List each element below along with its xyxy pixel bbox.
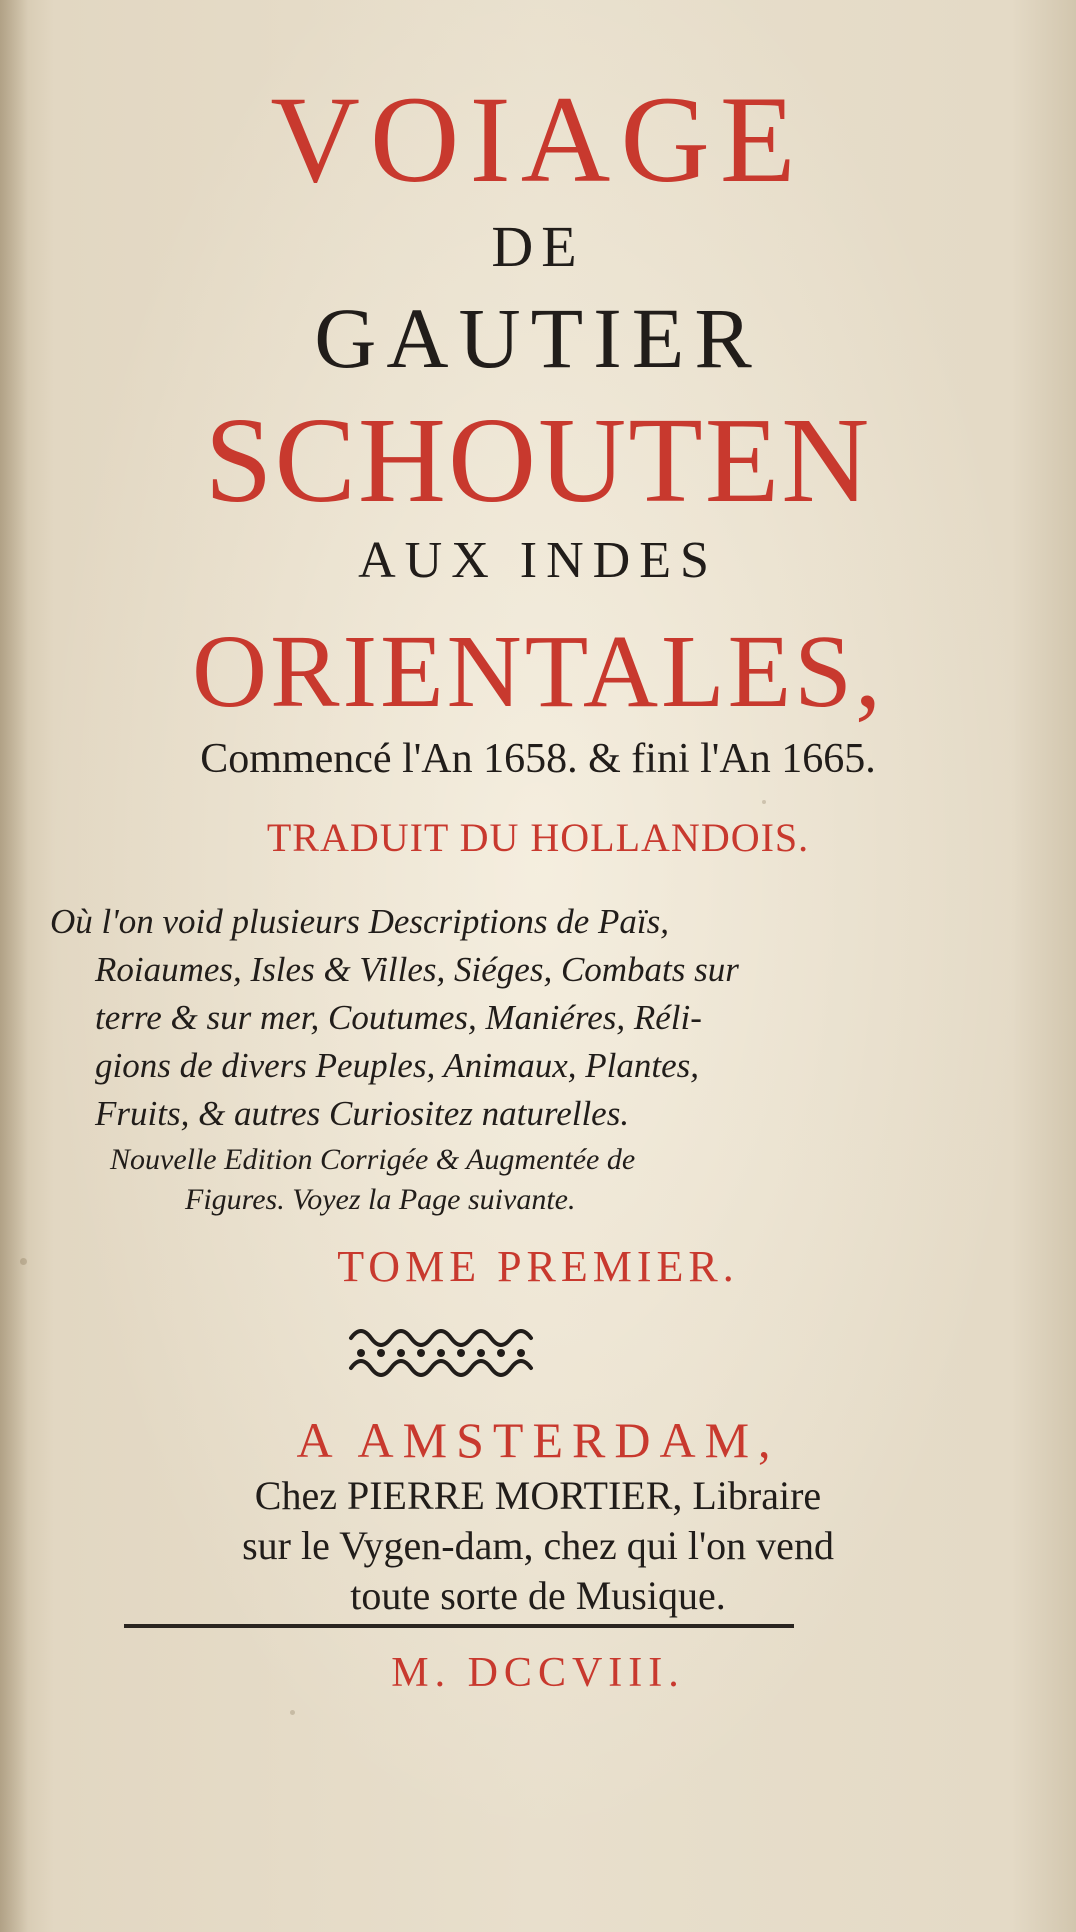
- description-line: Roiaumes, Isles & Villes, Siéges, Combats sur: [95, 950, 739, 989]
- description-line: Fruits, & autres Curiositez naturelles.: [95, 1094, 630, 1133]
- paper-spot: [20, 1258, 27, 1265]
- binding-gutter-shadow: [0, 0, 28, 1932]
- title-orientales: ORIENTALES,: [192, 614, 884, 729]
- title-voiage: VOIAGE: [270, 71, 806, 208]
- imprint-address: sur le Vygen-dam, chez qui l'on vend: [242, 1523, 834, 1568]
- paper-spot: [290, 1710, 295, 1715]
- dates-line: Commencé l'An 1658. & fini l'An 1665.: [200, 736, 876, 782]
- description-line: terre & sur mer, Coutumes, Maniéres, Réli-: [95, 998, 702, 1037]
- title-gautier: GAUTIER: [314, 290, 762, 386]
- imprint-publisher: Chez PIERRE MORTIER, Libraire: [254, 1473, 822, 1518]
- volume-label: TOME PREMIER.: [337, 1242, 739, 1291]
- printers-ornament-icon: [345, 1322, 541, 1384]
- imprint-date: M. DCCVIII.: [391, 1650, 685, 1696]
- imprint-city: A AMSTERDAM,: [296, 1412, 780, 1468]
- edition-note-line: Figures. Voyez la Page suivante.: [185, 1183, 576, 1216]
- title-de: DE: [491, 214, 585, 279]
- paper-spot: [762, 800, 766, 804]
- description-line: Où l'on void plusieurs Descriptions de Païs,: [50, 902, 669, 941]
- title-schouten: SCHOUTEN: [204, 393, 872, 528]
- translation-note: TRADUIT DU HOLLANDOIS.: [266, 815, 810, 860]
- description-line: gions de divers Peuples, Animaux, Plantes,: [95, 1046, 699, 1085]
- divider-rule: [124, 1624, 794, 1628]
- title-aux-indes: AUX INDES: [358, 532, 718, 589]
- edition-note-line: Nouvelle Edition Corrigée & Augmentée de: [110, 1143, 636, 1176]
- imprint-trade: toute sorte de Musique.: [350, 1573, 726, 1618]
